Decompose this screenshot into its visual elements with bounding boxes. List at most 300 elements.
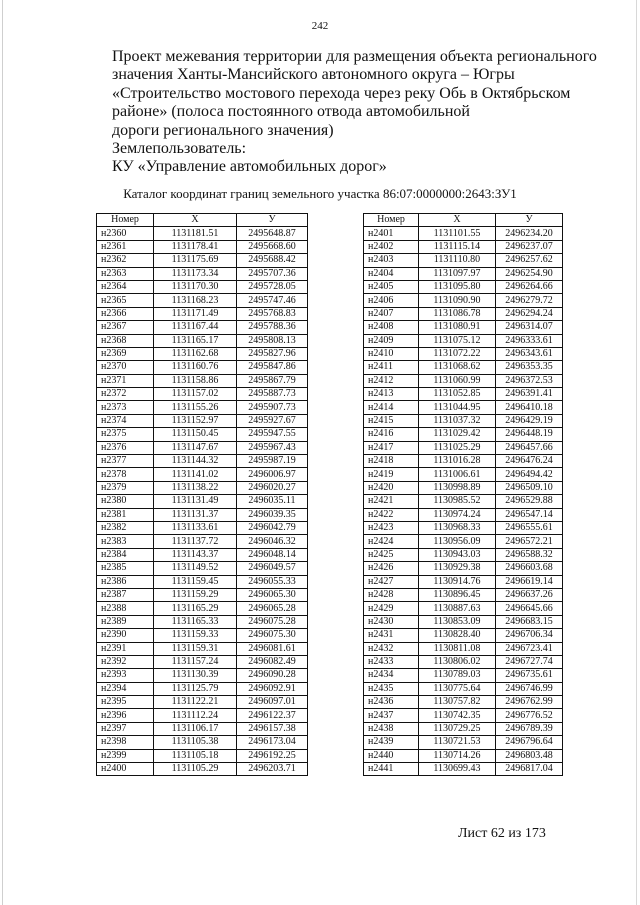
y-coordinate-cell: 2496555.61 — [496, 521, 563, 534]
y-coordinate-cell: 2495887.73 — [237, 388, 308, 401]
coordinates-table-left — [96, 213, 308, 776]
y-coordinate-cell: 2496075.28 — [237, 615, 308, 628]
y-coordinate-cell: 2496746.99 — [496, 682, 563, 695]
y-coordinate-cell: 2496314.07 — [496, 321, 563, 334]
x-coordinate-cell: 1131150.45 — [154, 428, 237, 441]
x-coordinate-cell: 1130929.38 — [419, 562, 496, 575]
x-coordinate-cell: 1131173.34 — [154, 267, 237, 280]
y-coordinate-cell: 2496264.66 — [496, 280, 563, 293]
y-coordinate-cell: 2496257.62 — [496, 254, 563, 267]
column-header-y: У — [237, 214, 308, 227]
x-coordinate-cell: 1131090.90 — [419, 294, 496, 307]
point-number-cell: н2376 — [97, 441, 154, 454]
y-coordinate-cell: 2496410.18 — [496, 401, 563, 414]
point-number-cell: н2413 — [364, 388, 419, 401]
point-number-cell: н2387 — [97, 588, 154, 601]
x-coordinate-cell: 1131144.32 — [154, 455, 237, 468]
x-coordinate-cell: 1131175.69 — [154, 254, 237, 267]
table-row — [97, 347, 308, 360]
point-number-cell: н2427 — [364, 575, 419, 588]
x-coordinate-cell: 1131159.45 — [154, 575, 237, 588]
y-coordinate-cell: 2496039.35 — [237, 508, 308, 521]
x-coordinate-cell: 1131037.32 — [419, 414, 496, 427]
x-coordinate-cell: 1131131.49 — [154, 495, 237, 508]
point-number-cell: н2402 — [364, 240, 419, 253]
point-number-cell: н2373 — [97, 401, 154, 414]
y-coordinate-cell: 2496203.71 — [237, 763, 308, 776]
x-coordinate-cell: 1131130.39 — [154, 669, 237, 682]
table-row — [97, 428, 308, 441]
table-row — [97, 749, 308, 762]
x-coordinate-cell: 1131025.29 — [419, 441, 496, 454]
x-coordinate-cell: 1131016.28 — [419, 455, 496, 468]
y-coordinate-cell: 2496157.38 — [237, 722, 308, 735]
y-coordinate-cell: 2496723.41 — [496, 642, 563, 655]
table-row — [97, 696, 308, 709]
point-number-cell: н2401 — [364, 227, 419, 240]
x-coordinate-cell: 1131158.86 — [154, 374, 237, 387]
table-row — [97, 481, 308, 494]
x-coordinate-cell: 1131095.80 — [419, 280, 496, 293]
table-row — [97, 709, 308, 722]
x-coordinate-cell: 1130789.03 — [419, 669, 496, 682]
table-row — [364, 361, 563, 374]
table-row — [97, 615, 308, 628]
y-coordinate-cell: 2496065.30 — [237, 588, 308, 601]
point-number-cell: н2361 — [97, 240, 154, 253]
point-number-cell: н2433 — [364, 655, 419, 668]
point-number-cell: н2370 — [97, 361, 154, 374]
point-number-cell: н2362 — [97, 254, 154, 267]
table-row — [97, 361, 308, 374]
y-coordinate-cell: 2496082.49 — [237, 655, 308, 668]
y-coordinate-cell: 2495927.67 — [237, 414, 308, 427]
point-number-cell: н2378 — [97, 468, 154, 481]
x-coordinate-cell: 1131080.91 — [419, 321, 496, 334]
x-coordinate-cell: 1131152.97 — [154, 414, 237, 427]
x-coordinate-cell: 1131157.02 — [154, 388, 237, 401]
point-number-cell: н2419 — [364, 468, 419, 481]
table-row — [364, 669, 563, 682]
y-coordinate-cell: 2496429.19 — [496, 414, 563, 427]
x-coordinate-cell: 1131115.14 — [419, 240, 496, 253]
point-number-cell: н2392 — [97, 655, 154, 668]
point-number-cell: н2360 — [97, 227, 154, 240]
x-coordinate-cell: 1130729.25 — [419, 722, 496, 735]
x-coordinate-cell: 1131159.29 — [154, 588, 237, 601]
x-coordinate-cell: 1131072.22 — [419, 347, 496, 360]
x-coordinate-cell: 1131181.51 — [154, 227, 237, 240]
y-coordinate-cell: 2495707.36 — [237, 267, 308, 280]
point-number-cell: н2403 — [364, 254, 419, 267]
x-coordinate-cell: 1130806.02 — [419, 655, 496, 668]
y-coordinate-cell: 2496509.10 — [496, 481, 563, 494]
y-coordinate-cell: 2496529.88 — [496, 495, 563, 508]
x-coordinate-cell: 1131006.61 — [419, 468, 496, 481]
y-coordinate-cell: 2496735.61 — [496, 669, 563, 682]
catalog-title: Каталог координат границ земельного участка 86:07:0000000:2643:ЗУ1 — [123, 186, 517, 201]
x-coordinate-cell: 1131105.29 — [154, 763, 237, 776]
point-number-cell: н2383 — [97, 535, 154, 548]
y-coordinate-cell: 2496494.42 — [496, 468, 563, 481]
table-row — [364, 441, 563, 454]
point-number-cell: н2379 — [97, 481, 154, 494]
table-row — [364, 682, 563, 695]
table-header-row — [97, 214, 308, 227]
table-row — [97, 414, 308, 427]
point-number-cell: н2437 — [364, 709, 419, 722]
x-coordinate-cell: 1131170.30 — [154, 280, 237, 293]
x-coordinate-cell: 1130721.53 — [419, 736, 496, 749]
x-coordinate-cell: 1131138.22 — [154, 481, 237, 494]
table-row — [364, 294, 563, 307]
point-number-cell: н2366 — [97, 307, 154, 320]
x-coordinate-cell: 1131171.49 — [154, 307, 237, 320]
y-coordinate-cell: 2496065.28 — [237, 602, 308, 615]
y-coordinate-cell: 2496173.04 — [237, 736, 308, 749]
x-coordinate-cell: 1131112.24 — [154, 709, 237, 722]
point-number-cell: н2381 — [97, 508, 154, 521]
table-row — [364, 388, 563, 401]
x-coordinate-cell: 1130914.76 — [419, 575, 496, 588]
point-number-cell: н2404 — [364, 267, 419, 280]
y-coordinate-cell: 2496006.97 — [237, 468, 308, 481]
column-header-y: У — [496, 214, 563, 227]
y-coordinate-cell: 2496683.15 — [496, 615, 563, 628]
y-coordinate-cell: 2496049.57 — [237, 562, 308, 575]
table-row — [364, 602, 563, 615]
point-number-cell: н2418 — [364, 455, 419, 468]
table-row — [364, 401, 563, 414]
point-number-cell: н2396 — [97, 709, 154, 722]
heading-line: значения Ханты-Мансийского автономного округа – Югры — [112, 66, 515, 84]
point-number-cell: н2363 — [97, 267, 154, 280]
table-row — [97, 401, 308, 414]
y-coordinate-cell: 2496055.33 — [237, 575, 308, 588]
point-number-cell: н2369 — [97, 347, 154, 360]
point-number-cell: н2368 — [97, 334, 154, 347]
table-header-row — [364, 214, 563, 227]
heading-line: «Строительство мостового перехода через реку Обь в Октябрьском — [112, 84, 571, 102]
x-coordinate-cell: 1131105.38 — [154, 736, 237, 749]
y-coordinate-cell: 2496092.91 — [237, 682, 308, 695]
point-number-cell: н2421 — [364, 495, 419, 508]
x-coordinate-cell: 1131167.44 — [154, 321, 237, 334]
table-row — [364, 722, 563, 735]
table-row — [97, 374, 308, 387]
y-coordinate-cell: 2496046.32 — [237, 535, 308, 548]
point-number-cell: н2423 — [364, 521, 419, 534]
point-number-cell: н2414 — [364, 401, 419, 414]
table-row — [364, 535, 563, 548]
table-row — [97, 535, 308, 548]
y-coordinate-cell: 2496776.52 — [496, 709, 563, 722]
y-coordinate-cell: 2496353.35 — [496, 361, 563, 374]
y-coordinate-cell: 2496122.37 — [237, 709, 308, 722]
y-coordinate-cell: 2496572.21 — [496, 535, 563, 548]
y-coordinate-cell: 2496048.14 — [237, 548, 308, 561]
page-edge-right — [636, 0, 637, 905]
heading-line: районе» (полоса постоянного отвода автомобильной — [112, 103, 470, 121]
x-coordinate-cell: 1130896.45 — [419, 588, 496, 601]
y-coordinate-cell: 2496448.19 — [496, 428, 563, 441]
column-header-number: Номер — [364, 214, 419, 227]
x-coordinate-cell: 1131165.33 — [154, 615, 237, 628]
y-coordinate-cell: 2495648.87 — [237, 227, 308, 240]
table-row — [364, 428, 563, 441]
table-row — [364, 655, 563, 668]
x-coordinate-cell: 1130956.09 — [419, 535, 496, 548]
x-coordinate-cell: 1131149.52 — [154, 562, 237, 575]
point-number-cell: н2394 — [97, 682, 154, 695]
point-number-cell: н2397 — [97, 722, 154, 735]
point-number-cell: н2417 — [364, 441, 419, 454]
x-coordinate-cell: 1131105.18 — [154, 749, 237, 762]
x-coordinate-cell: 1130811.08 — [419, 642, 496, 655]
table-row — [97, 334, 308, 347]
table-row — [97, 267, 308, 280]
x-coordinate-cell: 1131075.12 — [419, 334, 496, 347]
point-number-cell: н2411 — [364, 361, 419, 374]
x-coordinate-cell: 1131122.21 — [154, 696, 237, 709]
point-number-cell: н2406 — [364, 294, 419, 307]
table-row — [97, 642, 308, 655]
x-coordinate-cell: 1131068.62 — [419, 361, 496, 374]
y-coordinate-cell: 2495788.36 — [237, 321, 308, 334]
y-coordinate-cell: 2496237.07 — [496, 240, 563, 253]
point-number-cell: н2371 — [97, 374, 154, 387]
page-edge-left — [2, 0, 3, 905]
x-coordinate-cell: 1131159.31 — [154, 642, 237, 655]
y-coordinate-cell: 2496391.41 — [496, 388, 563, 401]
point-number-cell: н2429 — [364, 602, 419, 615]
document-heading — [112, 48, 597, 177]
table-row — [364, 575, 563, 588]
x-coordinate-cell: 1131157.24 — [154, 655, 237, 668]
x-coordinate-cell: 1131133.61 — [154, 521, 237, 534]
table-row — [97, 575, 308, 588]
y-coordinate-cell: 2496081.61 — [237, 642, 308, 655]
table-row — [364, 267, 563, 280]
point-number-cell: н2382 — [97, 521, 154, 534]
x-coordinate-cell: 1130775.64 — [419, 682, 496, 695]
x-coordinate-cell: 1131168.23 — [154, 294, 237, 307]
point-number-cell: н2440 — [364, 749, 419, 762]
table-row — [97, 227, 308, 240]
point-number-cell: н2432 — [364, 642, 419, 655]
y-coordinate-cell: 2496803.48 — [496, 749, 563, 762]
table-row — [97, 508, 308, 521]
x-coordinate-cell: 1130985.52 — [419, 495, 496, 508]
point-number-cell: н2410 — [364, 347, 419, 360]
table-row — [97, 736, 308, 749]
y-coordinate-cell: 2495907.73 — [237, 401, 308, 414]
point-number-cell: н2424 — [364, 535, 419, 548]
y-coordinate-cell: 2495967.43 — [237, 441, 308, 454]
x-coordinate-cell: 1130742.35 — [419, 709, 496, 722]
y-coordinate-cell: 2495847.86 — [237, 361, 308, 374]
y-coordinate-cell: 2495827.96 — [237, 347, 308, 360]
point-number-cell: н2420 — [364, 481, 419, 494]
x-coordinate-cell: 1130887.63 — [419, 602, 496, 615]
point-number-cell: н2367 — [97, 321, 154, 334]
page-number: 242 — [311, 20, 329, 32]
table-row — [364, 495, 563, 508]
y-coordinate-cell: 2496476.24 — [496, 455, 563, 468]
heading-line: КУ «Управление автомобильных дорог» — [112, 158, 387, 176]
y-coordinate-cell: 2496817.04 — [496, 763, 563, 776]
table-row — [364, 347, 563, 360]
point-number-cell: н2407 — [364, 307, 419, 320]
table-row — [97, 763, 308, 776]
point-number-cell: н2435 — [364, 682, 419, 695]
point-number-cell: н2384 — [97, 548, 154, 561]
table-row — [364, 334, 563, 347]
table-row — [364, 548, 563, 561]
point-number-cell: н2364 — [97, 280, 154, 293]
point-number-cell: н2395 — [97, 696, 154, 709]
x-coordinate-cell: 1131141.02 — [154, 468, 237, 481]
x-coordinate-cell: 1130714.26 — [419, 749, 496, 762]
table-row — [97, 455, 308, 468]
point-number-cell: н2425 — [364, 548, 419, 561]
point-number-cell: н2385 — [97, 562, 154, 575]
x-coordinate-cell: 1131137.72 — [154, 535, 237, 548]
y-coordinate-cell: 2495947.55 — [237, 428, 308, 441]
table-row — [364, 736, 563, 749]
y-coordinate-cell: 2496090.28 — [237, 669, 308, 682]
table-row — [97, 441, 308, 454]
y-coordinate-cell: 2495808.13 — [237, 334, 308, 347]
x-coordinate-cell: 1130968.33 — [419, 521, 496, 534]
y-coordinate-cell: 2496279.72 — [496, 294, 563, 307]
table-row — [97, 562, 308, 575]
x-coordinate-cell: 1130699.43 — [419, 763, 496, 776]
x-coordinate-cell: 1131159.33 — [154, 629, 237, 642]
table-row — [364, 696, 563, 709]
table-row — [364, 240, 563, 253]
heading-line: Проект межевания территории для размещения объекта регионального — [112, 48, 597, 65]
y-coordinate-cell: 2495668.60 — [237, 240, 308, 253]
point-number-cell: н2388 — [97, 602, 154, 615]
x-coordinate-cell: 1131162.68 — [154, 347, 237, 360]
coordinates-table-right — [363, 213, 563, 776]
x-coordinate-cell: 1131143.37 — [154, 548, 237, 561]
table-row — [364, 763, 563, 776]
table-row — [97, 602, 308, 615]
y-coordinate-cell: 2496762.99 — [496, 696, 563, 709]
table-row — [97, 669, 308, 682]
column-header-x: X — [154, 214, 237, 227]
table-row — [97, 240, 308, 253]
heading-line: дороги регионального значения) — [112, 121, 334, 139]
y-coordinate-cell: 2496075.30 — [237, 629, 308, 642]
y-coordinate-cell: 2496333.61 — [496, 334, 563, 347]
x-coordinate-cell: 1131160.76 — [154, 361, 237, 374]
table-row — [97, 682, 308, 695]
x-coordinate-cell: 1131131.37 — [154, 508, 237, 521]
x-coordinate-cell: 1131155.26 — [154, 401, 237, 414]
point-number-cell: н2416 — [364, 428, 419, 441]
y-coordinate-cell: 2496727.74 — [496, 655, 563, 668]
x-coordinate-cell: 1131165.29 — [154, 602, 237, 615]
point-number-cell: н2386 — [97, 575, 154, 588]
x-coordinate-cell: 1130828.40 — [419, 629, 496, 642]
point-number-cell: н2430 — [364, 615, 419, 628]
point-number-cell: н2436 — [364, 696, 419, 709]
table-row — [364, 629, 563, 642]
table-row — [364, 414, 563, 427]
x-coordinate-cell: 1131044.95 — [419, 401, 496, 414]
table-row — [364, 588, 563, 601]
y-coordinate-cell: 2496020.27 — [237, 481, 308, 494]
table-row — [364, 562, 563, 575]
y-coordinate-cell: 2496042.79 — [237, 521, 308, 534]
y-coordinate-cell: 2496637.26 — [496, 588, 563, 601]
x-coordinate-cell: 1131178.41 — [154, 240, 237, 253]
point-number-cell: н2439 — [364, 736, 419, 749]
heading-line: Землепользователь: — [112, 140, 247, 158]
point-number-cell: н2365 — [97, 294, 154, 307]
y-coordinate-cell: 2495768.83 — [237, 307, 308, 320]
table-row — [97, 321, 308, 334]
y-coordinate-cell: 2496254.90 — [496, 267, 563, 280]
y-coordinate-cell: 2496294.24 — [496, 307, 563, 320]
y-coordinate-cell: 2495688.42 — [237, 254, 308, 267]
table-row — [97, 588, 308, 601]
table-row — [97, 307, 308, 320]
y-coordinate-cell: 2496588.32 — [496, 548, 563, 561]
table-row — [364, 280, 563, 293]
point-number-cell: н2438 — [364, 722, 419, 735]
x-coordinate-cell: 1131165.17 — [154, 334, 237, 347]
table-row — [364, 709, 563, 722]
y-coordinate-cell: 2496192.25 — [237, 749, 308, 762]
point-number-cell: н2399 — [97, 749, 154, 762]
table-row — [364, 254, 563, 267]
table-row — [364, 481, 563, 494]
point-number-cell: н2428 — [364, 588, 419, 601]
point-number-cell: н2415 — [364, 414, 419, 427]
y-coordinate-cell: 2496457.66 — [496, 441, 563, 454]
x-coordinate-cell: 1130757.82 — [419, 696, 496, 709]
table-row — [97, 495, 308, 508]
table-row — [364, 749, 563, 762]
x-coordinate-cell: 1130998.89 — [419, 481, 496, 494]
y-coordinate-cell: 2496234.20 — [496, 227, 563, 240]
point-number-cell: н2374 — [97, 414, 154, 427]
x-coordinate-cell: 1131147.67 — [154, 441, 237, 454]
y-coordinate-cell: 2496603.68 — [496, 562, 563, 575]
x-coordinate-cell: 1131125.79 — [154, 682, 237, 695]
point-number-cell: н2409 — [364, 334, 419, 347]
table-row — [364, 307, 563, 320]
x-coordinate-cell: 1131110.80 — [419, 254, 496, 267]
table-row — [97, 548, 308, 561]
table-row — [364, 374, 563, 387]
table-row — [97, 629, 308, 642]
x-coordinate-cell: 1131106.17 — [154, 722, 237, 735]
point-number-cell: н2422 — [364, 508, 419, 521]
y-coordinate-cell: 2495987.19 — [237, 455, 308, 468]
table-row — [364, 321, 563, 334]
point-number-cell: н2405 — [364, 280, 419, 293]
y-coordinate-cell: 2496372.53 — [496, 374, 563, 387]
y-coordinate-cell: 2495867.79 — [237, 374, 308, 387]
point-number-cell: н2398 — [97, 736, 154, 749]
x-coordinate-cell: 1131101.55 — [419, 227, 496, 240]
column-header-x: X — [419, 214, 496, 227]
